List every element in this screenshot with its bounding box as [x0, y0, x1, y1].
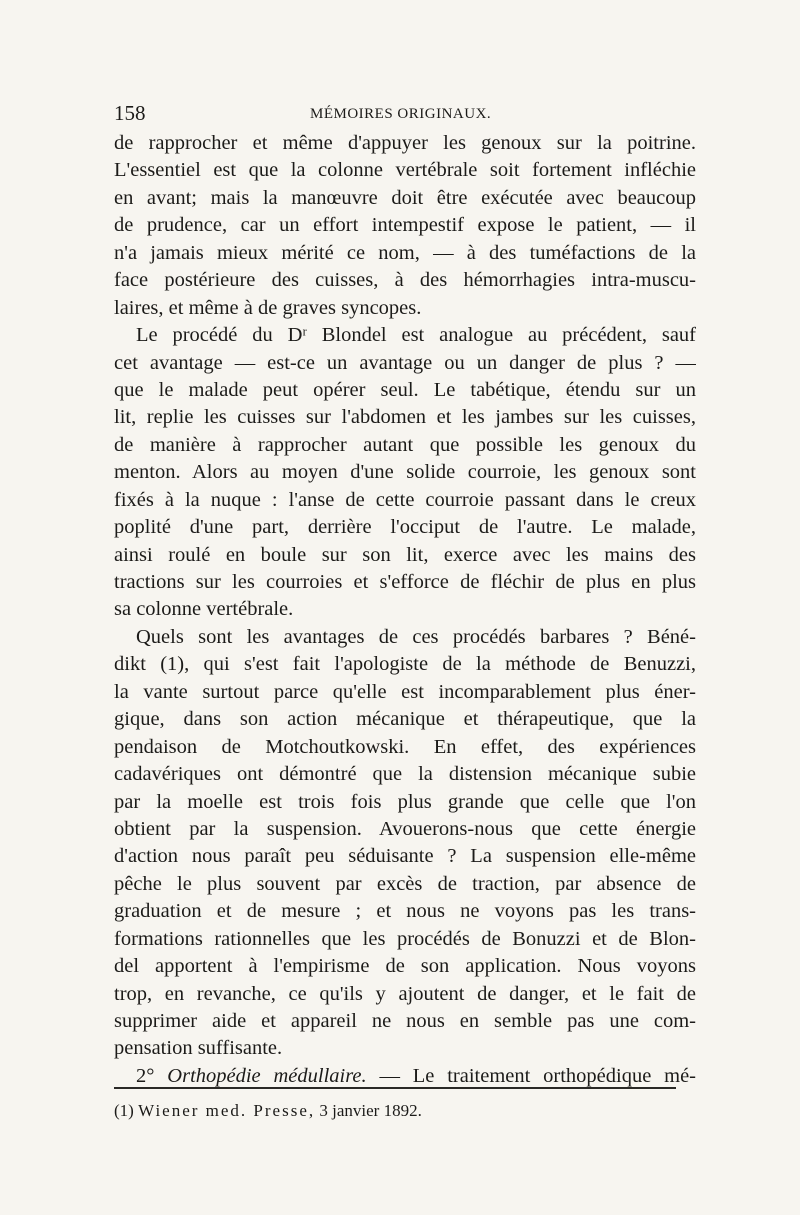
text-line: de prudence, car un effort intempestif expose le patient, — il [114, 214, 696, 237]
page-header [114, 100, 694, 126]
text-line: dikt (1), qui s'est fait l'apologiste de la méthode de Benuzzi, [114, 653, 696, 676]
section-text: — Le traitement orthopédique mé- [366, 1064, 696, 1087]
body-text [114, 130, 696, 1090]
text-line: L'essentiel est que la colonne vertébrale soit fortement infléchie [114, 159, 696, 182]
text-line: del apportent à l'empirisme de son application. Nous voyons [114, 955, 696, 978]
text-line: poplité d'une part, derrière l'occiput de l'autre. Le malade, [114, 516, 696, 539]
text-line: gique, dans son action mécanique et thérapeutique, que la [114, 708, 696, 731]
text-line: face postérieure des cuisses, à des hémorrhagies intra-muscu- [114, 269, 696, 292]
text-line: pendaison de Motchoutkowski. En effet, des expériences [114, 735, 696, 758]
text-line: de manière à rapprocher autant que possible les genoux du [114, 433, 696, 456]
text-line: cadavériques ont démontré que la distension mécanique subie [114, 763, 696, 786]
text-line: Quels sont les avantages de ces procédés barbares ? Béné- [136, 625, 696, 648]
running-head: MÉMOIRES ORIGINAUX. [310, 106, 492, 122]
section-heading: Orthopédie médullaire. [167, 1064, 367, 1087]
text-line: de rapprocher et même d'appuyer les genoux sur la poitrine. [114, 132, 696, 154]
text-line: en avant; mais la manœuvre doit être exécutée avec beaucoup [114, 186, 696, 209]
text-line: tractions sur les courroies et s'efforce de fléchir de plus en plus [114, 571, 696, 593]
text-line: n'a jamais mieux mérité ce nom, — à des tuméfactions de la [114, 241, 696, 264]
page-number: 158 [114, 101, 146, 125]
text-line: lit, replie les cuisses sur l'abdomen et les jambes sur les cuisses, [114, 406, 696, 429]
text-line: menton. Alors au moyen d'une solide courroie, les genoux sont [114, 461, 696, 484]
footnote-marker: (1) [114, 1101, 134, 1120]
text-line: laires, et même à de graves syncopes. [114, 296, 422, 319]
text-line: obtient par la suspension. Avouerons-nous que cette énergie [114, 817, 696, 840]
text-line: supprimer aide et appareil ne nous en semble pas une com- [114, 1010, 696, 1032]
text-line: d'action nous paraît peu séduisante ? La suspension elle-même [114, 845, 696, 868]
footnote [114, 1100, 674, 1122]
text-line: par la moelle est trois fois plus grande que celle que l'on [114, 790, 696, 813]
text-line: trop, en revanche, ce qu'ils y ajoutent de danger, et le fait de [114, 982, 696, 1005]
text-line: que le malade peut opérer seul. Le tabétique, étendu sur un [114, 378, 696, 401]
footnote-date: 3 janvier 1892. [315, 1101, 422, 1120]
text-line: fixés à la nuque : l'anse de cette courroie passant dans le creux [114, 488, 696, 511]
text-line: sa colonne vertébrale. [114, 598, 294, 621]
text-line: la vante surtout parce qu'elle est incomparablement plus éner- [114, 680, 696, 703]
text-line: ainsi roulé en boule sur son lit, exerce avec les mains des [114, 543, 696, 566]
section-number: 2° [136, 1064, 155, 1087]
text-line: formations rationnelles que les procédés de Bonuzzi et de Blon- [114, 927, 696, 950]
text-line: graduation et de mesure ; et nous ne voyons pas les trans- [114, 900, 696, 923]
footnote-divider [114, 1087, 676, 1089]
footnote-journal: Wiener med. Presse, [138, 1101, 316, 1120]
text-line: pensation suffisante. [114, 1037, 283, 1060]
text-line: cet avantage — est-ce un avantage ou un danger de plus ? — [114, 351, 696, 374]
text-line: Le procédé du Dʳ Blondel est analogue au précédent, sauf [136, 324, 696, 347]
text-line: pêche le plus souvent par excès de traction, par absence de [114, 872, 696, 895]
